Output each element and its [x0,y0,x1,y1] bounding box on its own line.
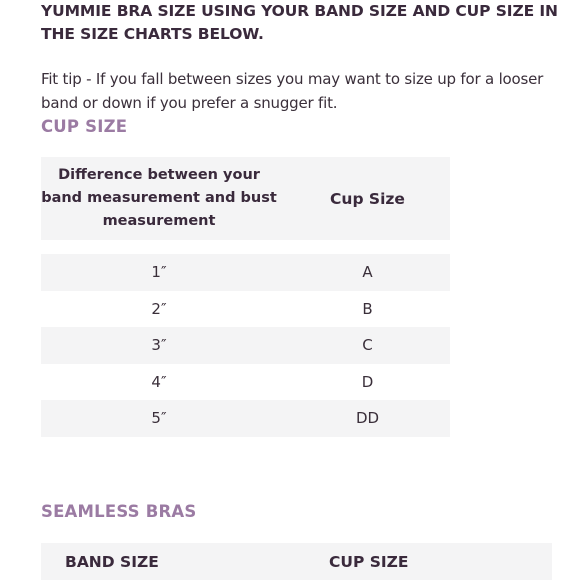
difference-cell: 1″ [151,263,167,282]
difference-cell: 5″ [151,409,167,428]
cup-cell: C [362,336,373,355]
fit-tip: Fit tip - If you fall between sizes you may want to size up for a looser band or down if you prefer a snugger fit. [41,70,544,112]
cup-cell: B [362,299,373,318]
header-band-size: BAND SIZE [65,552,159,571]
cup-size-title: CUP SIZE [41,117,128,136]
table-row [41,254,450,291]
header-cup-size: Cup Size [330,189,405,208]
table-row [41,327,450,364]
table-row [41,291,450,328]
intro-heading: YUMMIE BRA SIZE USING YOUR BAND SIZE AND CUP SIZE IN THE SIZE CHARTS BELOW. [41,2,558,43]
difference-cell: 3″ [151,336,167,355]
table-row [41,364,450,401]
seamless-bras-title: SEAMLESS BRAS [41,502,197,521]
header-cup-size-seamless: CUP SIZE [329,552,409,571]
difference-cell: 4″ [151,372,167,391]
seamless-table-header [41,543,552,580]
cup-cell: DD [355,409,380,428]
difference-cell: 2″ [151,299,167,318]
cup-size-table [41,157,450,437]
cup-cell: D [361,372,374,391]
cup-table-header [41,157,450,240]
cup-cell: A [362,263,373,282]
header-difference: Difference between your band measurement and bust measurement [41,167,277,229]
table-row [41,400,450,437]
header-spacer [41,240,450,254]
